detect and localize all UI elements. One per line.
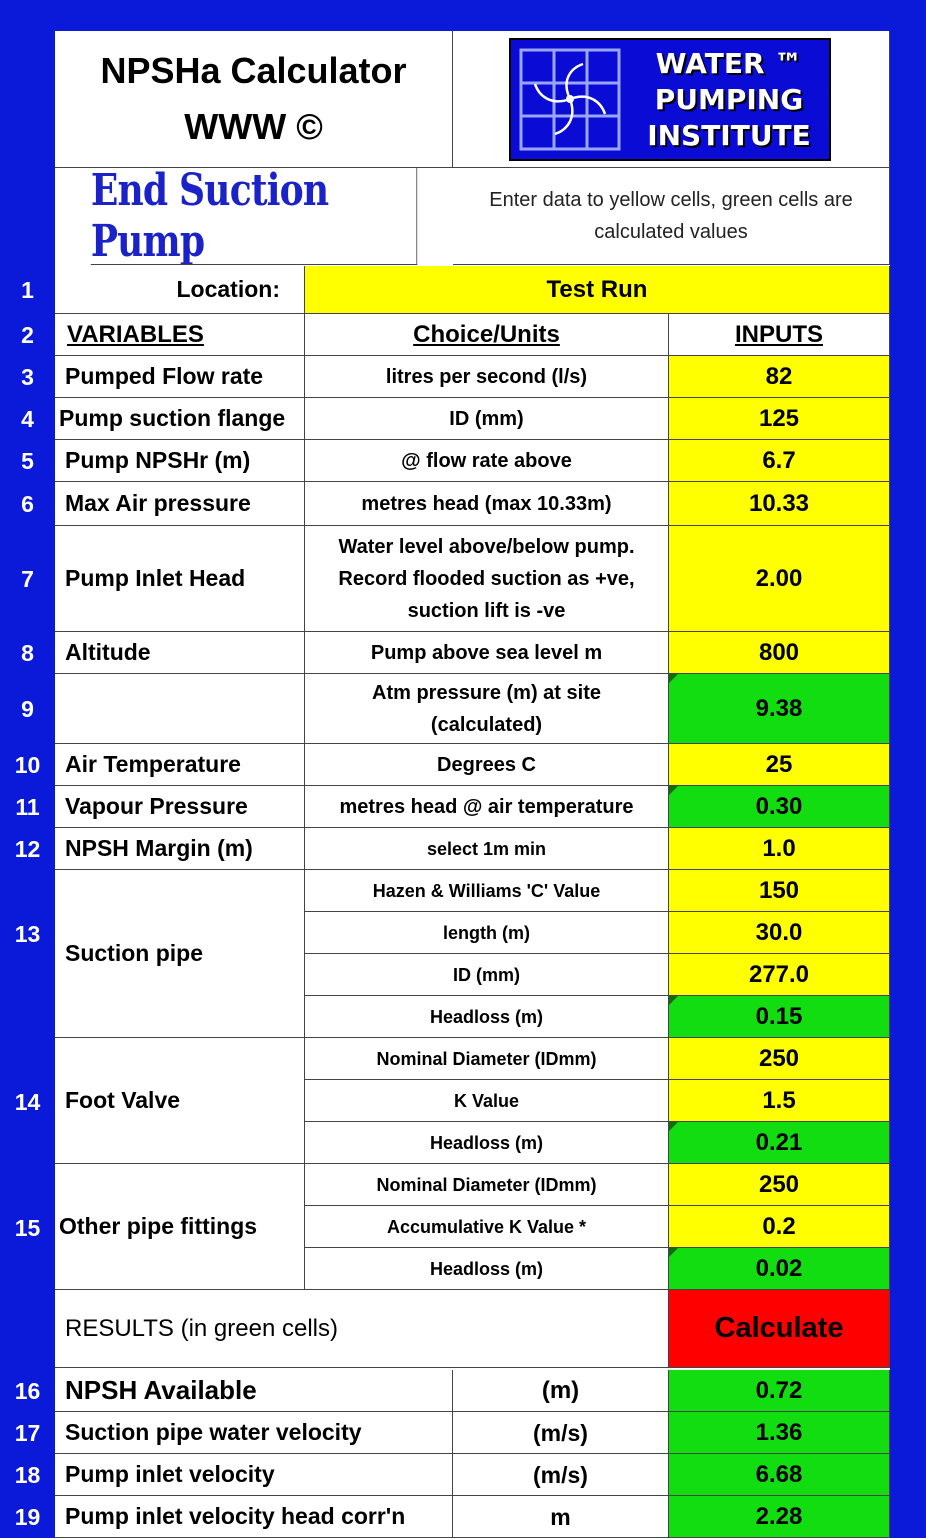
row-number: 19 [14,1503,41,1530]
velocity-head-label: Pump inlet velocity head corr'n [55,1496,453,1538]
water-pumping-institute-logo [509,38,831,161]
atm-pressure-value: 9.38 [669,674,890,744]
instruction-note: Enter data to yellow cells, green cells are calculated values [453,168,890,265]
hazen-williams-input[interactable]: 150 [669,870,890,912]
logo-line-1: WATER ™ [655,46,803,80]
velocity-head-value: 2.28 [669,1496,890,1538]
suction-flange-unit: ID (mm) [305,398,669,440]
inlet-velocity-label: Pump inlet velocity [55,1454,453,1496]
foot-valve-headloss-unit: Headloss (m) [305,1122,669,1164]
logo-line-3: INSTITUTE [647,118,811,152]
row-number: 3 [21,363,34,390]
foot-valve-diameter-input[interactable]: 250 [669,1038,890,1080]
fittings-k-unit: Accumulative K Value * [305,1206,669,1248]
flow-rate-unit: litres per second (l/s) [305,356,669,398]
logo-cell [453,31,890,168]
inlet-velocity-value: 6.68 [669,1454,890,1496]
row-number: 2 [21,321,34,348]
foot-valve-label: Foot Valve [55,1038,305,1164]
row-number: 14 [14,1088,41,1115]
inlet-head-unit-line: suction lift is -ve [407,599,566,622]
air-pressure-unit: metres head (max 10.33m) [305,482,669,526]
npshr-label: Pump NPSHr (m) [55,440,305,482]
row-number: 15 [14,1214,41,1241]
suction-id-input[interactable]: 277.0 [669,954,890,996]
air-temperature-label: Air Temperature [55,744,305,786]
npsha-calculator-sheet [55,31,890,1538]
suction-flange-input[interactable]: 125 [669,398,890,440]
altitude-input[interactable]: 800 [669,632,890,674]
npsh-available-unit: (m) [453,1370,669,1412]
suction-headloss-value: 0.15 [669,996,890,1038]
fittings-headloss-unit: Headloss (m) [305,1248,669,1290]
location-label: Location: [55,266,305,314]
npsh-margin-input[interactable]: 1.0 [669,828,890,870]
row-number: 8 [21,639,34,666]
foot-valve-k-input[interactable]: 1.5 [669,1080,890,1122]
row-number: 6 [21,490,34,517]
air-temperature-unit: Degrees C [305,744,669,786]
row-number: 4 [21,405,34,432]
foot-valve-headloss-value: 0.21 [669,1122,890,1164]
suction-length-unit: length (m) [305,912,669,954]
row-number: 7 [21,565,34,592]
row-number: 12 [14,835,41,862]
row-number: 9 [21,695,34,722]
vapour-pressure-label: Vapour Pressure [55,786,305,828]
inlet-head-unit-line: Water level above/below pump. [338,535,635,558]
suction-velocity-unit: (m/s) [453,1412,669,1454]
row-number: 16 [14,1377,41,1404]
fittings-diameter-unit: Nominal Diameter (IDmm) [305,1164,669,1206]
row-number: 11 [15,793,40,820]
air-temperature-input[interactable]: 25 [669,744,890,786]
location-input[interactable]: Test Run [305,266,890,314]
atm-pressure-unit [305,674,669,744]
air-pressure-input[interactable]: 10.33 [669,482,890,526]
velocity-head-unit: m [453,1496,669,1538]
inlet-head-label: Pump Inlet Head [55,526,305,632]
row-number: 13 [14,920,41,947]
fittings-k-input[interactable]: 0.2 [669,1206,890,1248]
inlet-head-unit [305,526,669,632]
altitude-label: Altitude [55,632,305,674]
altitude-unit: Pump above sea level m [305,632,669,674]
npsh-available-label: NPSH Available [55,1370,453,1412]
flow-rate-input[interactable]: 82 [669,356,890,398]
suction-flange-label: Pump suction flange [55,398,305,440]
npsh-margin-unit: select 1m min [305,828,669,870]
suction-headloss-unit: Headloss (m) [305,996,669,1038]
npsh-margin-label: NPSH Margin (m) [55,828,305,870]
variables-header: VARIABLES [55,314,305,356]
results-label: RESULTS (in green cells) [55,1290,669,1368]
logo-line-2: PUMPING [654,82,804,116]
row-number: 5 [21,447,34,474]
suction-id-unit: ID (mm) [305,954,669,996]
fittings-headloss-value: 0.02 [669,1248,890,1290]
inlet-head-unit-line: Record flooded suction as +ve, [338,567,635,590]
flow-rate-label: Pumped Flow rate [55,356,305,398]
row-number: 10 [14,751,41,778]
atm-pressure-label [55,674,305,744]
atm-pressure-unit-line: (calculated) [430,713,543,736]
pump-type-title: End Suction Pump [91,168,417,265]
row-number: 18 [14,1461,41,1488]
page-title [55,31,453,168]
vapour-pressure-value: 0.30 [669,786,890,828]
atm-pressure-unit-line: Atm pressure (m) at site [372,681,601,704]
row-number: 1 [21,276,34,303]
suction-pipe-label: Suction pipe [55,870,305,1038]
inlet-head-input[interactable]: 2.00 [669,526,890,632]
propeller-grid-icon [511,40,629,159]
vapour-pressure-unit: metres head @ air temperature [305,786,669,828]
inputs-header: INPUTS [669,314,890,356]
hazen-williams-unit: Hazen & Williams 'C' Value [305,870,669,912]
inlet-velocity-unit: (m/s) [453,1454,669,1496]
foot-valve-k-unit: K Value [305,1080,669,1122]
row-number: 17 [14,1419,41,1446]
air-pressure-label: Max Air pressure [55,482,305,526]
npshr-unit: @ flow rate above [305,440,669,482]
logo-text [629,46,829,154]
choice-units-header: Choice/Units [305,314,669,356]
title-line-2: WWW © [184,106,323,147]
title-line-1: NPSHa Calculator [100,50,407,91]
suction-velocity-value: 1.36 [669,1412,890,1454]
fittings-diameter-input[interactable]: 250 [669,1164,890,1206]
suction-velocity-label: Suction pipe water velocity [55,1412,453,1454]
foot-valve-diameter-unit: Nominal Diameter (IDmm) [305,1038,669,1080]
calculate-button[interactable]: Calculate [669,1290,890,1368]
other-fittings-label: Other pipe fittings [55,1164,305,1290]
suction-length-input[interactable]: 30.0 [669,912,890,954]
npsh-available-value: 0.72 [669,1370,890,1412]
npshr-input[interactable]: 6.7 [669,440,890,482]
